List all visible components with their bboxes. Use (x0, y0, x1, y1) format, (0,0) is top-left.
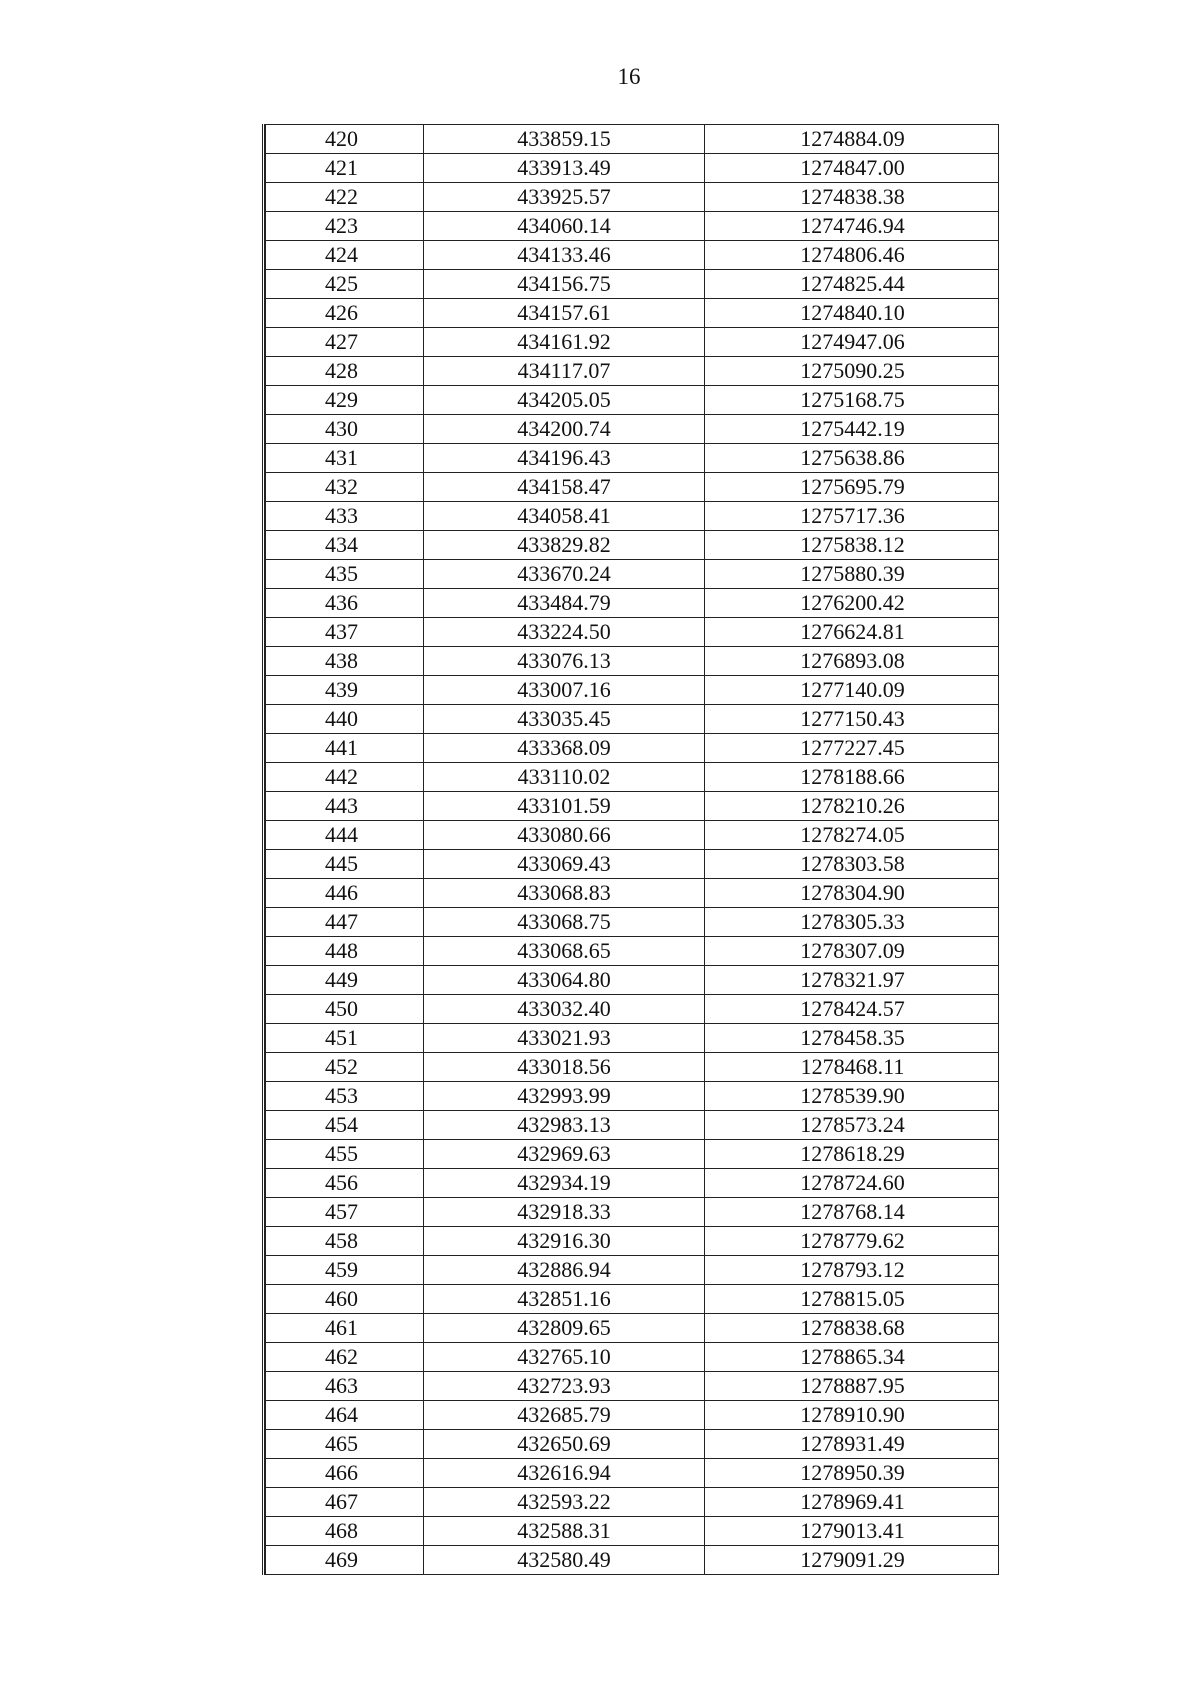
x-coordinate-cell: 434117.07 (424, 357, 705, 386)
point-number-cell: 441 (266, 734, 424, 763)
table-row (266, 154, 999, 183)
point-number-cell: 423 (266, 212, 424, 241)
point-number-cell: 446 (266, 879, 424, 908)
table-row (266, 995, 999, 1024)
x-coordinate-cell: 432809.65 (424, 1314, 705, 1343)
point-number-cell: 424 (266, 241, 424, 270)
x-coordinate-cell: 432580.49 (424, 1546, 705, 1575)
x-coordinate-cell: 433101.59 (424, 792, 705, 821)
x-coordinate-cell: 432616.94 (424, 1459, 705, 1488)
table-row (266, 1053, 999, 1082)
point-number-cell: 461 (266, 1314, 424, 1343)
point-number-cell: 451 (266, 1024, 424, 1053)
page-number: 16 (617, 64, 641, 89)
x-coordinate-cell: 433670.24 (424, 560, 705, 589)
table-row (266, 1111, 999, 1140)
y-coordinate-cell: 1275695.79 (705, 473, 999, 502)
x-coordinate-cell: 432765.10 (424, 1343, 705, 1372)
table-row (266, 966, 999, 995)
x-coordinate-cell: 432886.94 (424, 1256, 705, 1285)
table-row (266, 792, 999, 821)
y-coordinate-cell: 1278950.39 (705, 1459, 999, 1488)
y-coordinate-cell: 1274947.06 (705, 328, 999, 357)
y-coordinate-cell: 1275442.19 (705, 415, 999, 444)
y-coordinate-cell: 1279091.29 (705, 1546, 999, 1575)
y-coordinate-cell: 1275838.12 (705, 531, 999, 560)
point-number-cell: 432 (266, 473, 424, 502)
x-coordinate-cell: 433069.43 (424, 850, 705, 879)
table-row (266, 1372, 999, 1401)
table-row (266, 647, 999, 676)
point-number-cell: 447 (266, 908, 424, 937)
point-number-cell: 454 (266, 1111, 424, 1140)
x-coordinate-cell: 433484.79 (424, 589, 705, 618)
point-number-cell: 458 (266, 1227, 424, 1256)
table-row (266, 763, 999, 792)
y-coordinate-cell: 1278865.34 (705, 1343, 999, 1372)
table-row (266, 1256, 999, 1285)
x-coordinate-cell: 433064.80 (424, 966, 705, 995)
x-coordinate-cell: 434158.47 (424, 473, 705, 502)
point-number-cell: 437 (266, 618, 424, 647)
table-row (266, 415, 999, 444)
table-row (266, 1459, 999, 1488)
point-number-cell: 430 (266, 415, 424, 444)
table-row (266, 1140, 999, 1169)
table-row (266, 589, 999, 618)
x-coordinate-cell: 434156.75 (424, 270, 705, 299)
x-coordinate-cell: 432723.93 (424, 1372, 705, 1401)
coordinates-table-container (262, 124, 998, 1575)
y-coordinate-cell: 1278910.90 (705, 1401, 999, 1430)
x-coordinate-cell: 432851.16 (424, 1285, 705, 1314)
y-coordinate-cell: 1278573.24 (705, 1111, 999, 1140)
y-coordinate-cell: 1274884.09 (705, 125, 999, 154)
x-coordinate-cell: 433018.56 (424, 1053, 705, 1082)
point-number-cell: 420 (266, 125, 424, 154)
point-number-cell: 455 (266, 1140, 424, 1169)
x-coordinate-cell: 434200.74 (424, 415, 705, 444)
y-coordinate-cell: 1275717.36 (705, 502, 999, 531)
y-coordinate-cell: 1278274.05 (705, 821, 999, 850)
x-coordinate-cell: 432934.19 (424, 1169, 705, 1198)
x-coordinate-cell: 433021.93 (424, 1024, 705, 1053)
y-coordinate-cell: 1278969.41 (705, 1488, 999, 1517)
x-coordinate-cell: 434205.05 (424, 386, 705, 415)
point-number-cell: 453 (266, 1082, 424, 1111)
table-row (266, 1343, 999, 1372)
x-coordinate-cell: 433925.57 (424, 183, 705, 212)
table-row (266, 531, 999, 560)
x-coordinate-cell: 434196.43 (424, 444, 705, 473)
point-number-cell: 444 (266, 821, 424, 850)
x-coordinate-cell: 433068.83 (424, 879, 705, 908)
table-row (266, 502, 999, 531)
y-coordinate-cell: 1276893.08 (705, 647, 999, 676)
point-number-cell: 427 (266, 328, 424, 357)
x-coordinate-cell: 432993.99 (424, 1082, 705, 1111)
point-number-cell: 421 (266, 154, 424, 183)
y-coordinate-cell: 1278210.26 (705, 792, 999, 821)
y-coordinate-cell: 1274825.44 (705, 270, 999, 299)
y-coordinate-cell: 1274746.94 (705, 212, 999, 241)
x-coordinate-cell: 433859.15 (424, 125, 705, 154)
x-coordinate-cell: 432918.33 (424, 1198, 705, 1227)
x-coordinate-cell: 433076.13 (424, 647, 705, 676)
y-coordinate-cell: 1274840.10 (705, 299, 999, 328)
x-coordinate-cell: 432593.22 (424, 1488, 705, 1517)
point-number-cell: 467 (266, 1488, 424, 1517)
table-row (266, 1169, 999, 1198)
point-number-cell: 440 (266, 705, 424, 734)
y-coordinate-cell: 1278768.14 (705, 1198, 999, 1227)
point-number-cell: 459 (266, 1256, 424, 1285)
y-coordinate-cell: 1276200.42 (705, 589, 999, 618)
y-coordinate-cell: 1278724.60 (705, 1169, 999, 1198)
point-number-cell: 442 (266, 763, 424, 792)
y-coordinate-cell: 1278304.90 (705, 879, 999, 908)
point-number-cell: 433 (266, 502, 424, 531)
table-row (266, 328, 999, 357)
table-row (266, 183, 999, 212)
table-row (266, 1198, 999, 1227)
table-row (266, 1082, 999, 1111)
point-number-cell: 450 (266, 995, 424, 1024)
table-row (266, 473, 999, 502)
point-number-cell: 465 (266, 1430, 424, 1459)
x-coordinate-cell: 434133.46 (424, 241, 705, 270)
point-number-cell: 463 (266, 1372, 424, 1401)
x-coordinate-cell: 433035.45 (424, 705, 705, 734)
table-row (266, 270, 999, 299)
y-coordinate-cell: 1275168.75 (705, 386, 999, 415)
y-coordinate-cell: 1277140.09 (705, 676, 999, 705)
x-coordinate-cell: 433110.02 (424, 763, 705, 792)
x-coordinate-cell: 433032.40 (424, 995, 705, 1024)
table-row (266, 560, 999, 589)
table-row (266, 125, 999, 154)
table-row (266, 1517, 999, 1546)
y-coordinate-cell: 1278779.62 (705, 1227, 999, 1256)
x-coordinate-cell: 432969.63 (424, 1140, 705, 1169)
x-coordinate-cell: 434161.92 (424, 328, 705, 357)
coordinates-table-body (266, 125, 999, 1575)
table-row (266, 1024, 999, 1053)
x-coordinate-cell: 433224.50 (424, 618, 705, 647)
y-coordinate-cell: 1275880.39 (705, 560, 999, 589)
x-coordinate-cell: 433068.75 (424, 908, 705, 937)
point-number-cell: 435 (266, 560, 424, 589)
table-row (266, 937, 999, 966)
x-coordinate-cell: 432983.13 (424, 1111, 705, 1140)
y-coordinate-cell: 1278838.68 (705, 1314, 999, 1343)
x-coordinate-cell: 432685.79 (424, 1401, 705, 1430)
table-row (266, 1430, 999, 1459)
x-coordinate-cell: 434157.61 (424, 299, 705, 328)
table-row (266, 212, 999, 241)
point-number-cell: 456 (266, 1169, 424, 1198)
table-row (266, 850, 999, 879)
table-row (266, 908, 999, 937)
y-coordinate-cell: 1278468.11 (705, 1053, 999, 1082)
x-coordinate-cell: 434058.41 (424, 502, 705, 531)
y-coordinate-cell: 1275638.86 (705, 444, 999, 473)
table-row (266, 1546, 999, 1575)
point-number-cell: 449 (266, 966, 424, 995)
table-row (266, 386, 999, 415)
point-number-cell: 448 (266, 937, 424, 966)
table-row (266, 676, 999, 705)
table-row (266, 734, 999, 763)
point-number-cell: 468 (266, 1517, 424, 1546)
y-coordinate-cell: 1277227.45 (705, 734, 999, 763)
point-number-cell: 426 (266, 299, 424, 328)
y-coordinate-cell: 1276624.81 (705, 618, 999, 647)
y-coordinate-cell: 1278188.66 (705, 763, 999, 792)
y-coordinate-cell: 1278321.97 (705, 966, 999, 995)
table-row (266, 1401, 999, 1430)
point-number-cell: 452 (266, 1053, 424, 1082)
y-coordinate-cell: 1278931.49 (705, 1430, 999, 1459)
y-coordinate-cell: 1278793.12 (705, 1256, 999, 1285)
table-row (266, 357, 999, 386)
x-coordinate-cell: 433829.82 (424, 531, 705, 560)
table-row (266, 1488, 999, 1517)
x-coordinate-cell: 434060.14 (424, 212, 705, 241)
x-coordinate-cell: 432588.31 (424, 1517, 705, 1546)
y-coordinate-cell: 1279013.41 (705, 1517, 999, 1546)
table-row (266, 879, 999, 908)
point-number-cell: 431 (266, 444, 424, 473)
table-row (266, 1314, 999, 1343)
y-coordinate-cell: 1278305.33 (705, 908, 999, 937)
x-coordinate-cell: 432916.30 (424, 1227, 705, 1256)
point-number-cell: 439 (266, 676, 424, 705)
table-row (266, 705, 999, 734)
x-coordinate-cell: 433068.65 (424, 937, 705, 966)
point-number-cell: 469 (266, 1546, 424, 1575)
table-row (266, 241, 999, 270)
x-coordinate-cell: 432650.69 (424, 1430, 705, 1459)
point-number-cell: 466 (266, 1459, 424, 1488)
table-row (266, 1285, 999, 1314)
y-coordinate-cell: 1275090.25 (705, 357, 999, 386)
point-number-cell: 464 (266, 1401, 424, 1430)
point-number-cell: 434 (266, 531, 424, 560)
table-row (266, 821, 999, 850)
point-number-cell: 438 (266, 647, 424, 676)
coordinates-table (265, 124, 999, 1575)
point-number-cell: 429 (266, 386, 424, 415)
table-row (266, 299, 999, 328)
y-coordinate-cell: 1278307.09 (705, 937, 999, 966)
y-coordinate-cell: 1278424.57 (705, 995, 999, 1024)
table-row (266, 444, 999, 473)
point-number-cell: 462 (266, 1343, 424, 1372)
point-number-cell: 460 (266, 1285, 424, 1314)
table-row (266, 1227, 999, 1256)
point-number-cell: 457 (266, 1198, 424, 1227)
y-coordinate-cell: 1278815.05 (705, 1285, 999, 1314)
y-coordinate-cell: 1277150.43 (705, 705, 999, 734)
point-number-cell: 425 (266, 270, 424, 299)
x-coordinate-cell: 433007.16 (424, 676, 705, 705)
y-coordinate-cell: 1274838.38 (705, 183, 999, 212)
y-coordinate-cell: 1278618.29 (705, 1140, 999, 1169)
table-row (266, 618, 999, 647)
point-number-cell: 422 (266, 183, 424, 212)
y-coordinate-cell: 1278539.90 (705, 1082, 999, 1111)
y-coordinate-cell: 1274847.00 (705, 154, 999, 183)
y-coordinate-cell: 1278458.35 (705, 1024, 999, 1053)
y-coordinate-cell: 1274806.46 (705, 241, 999, 270)
y-coordinate-cell: 1278303.58 (705, 850, 999, 879)
point-number-cell: 428 (266, 357, 424, 386)
x-coordinate-cell: 433368.09 (424, 734, 705, 763)
point-number-cell: 445 (266, 850, 424, 879)
point-number-cell: 436 (266, 589, 424, 618)
x-coordinate-cell: 433080.66 (424, 821, 705, 850)
x-coordinate-cell: 433913.49 (424, 154, 705, 183)
y-coordinate-cell: 1278887.95 (705, 1372, 999, 1401)
point-number-cell: 443 (266, 792, 424, 821)
